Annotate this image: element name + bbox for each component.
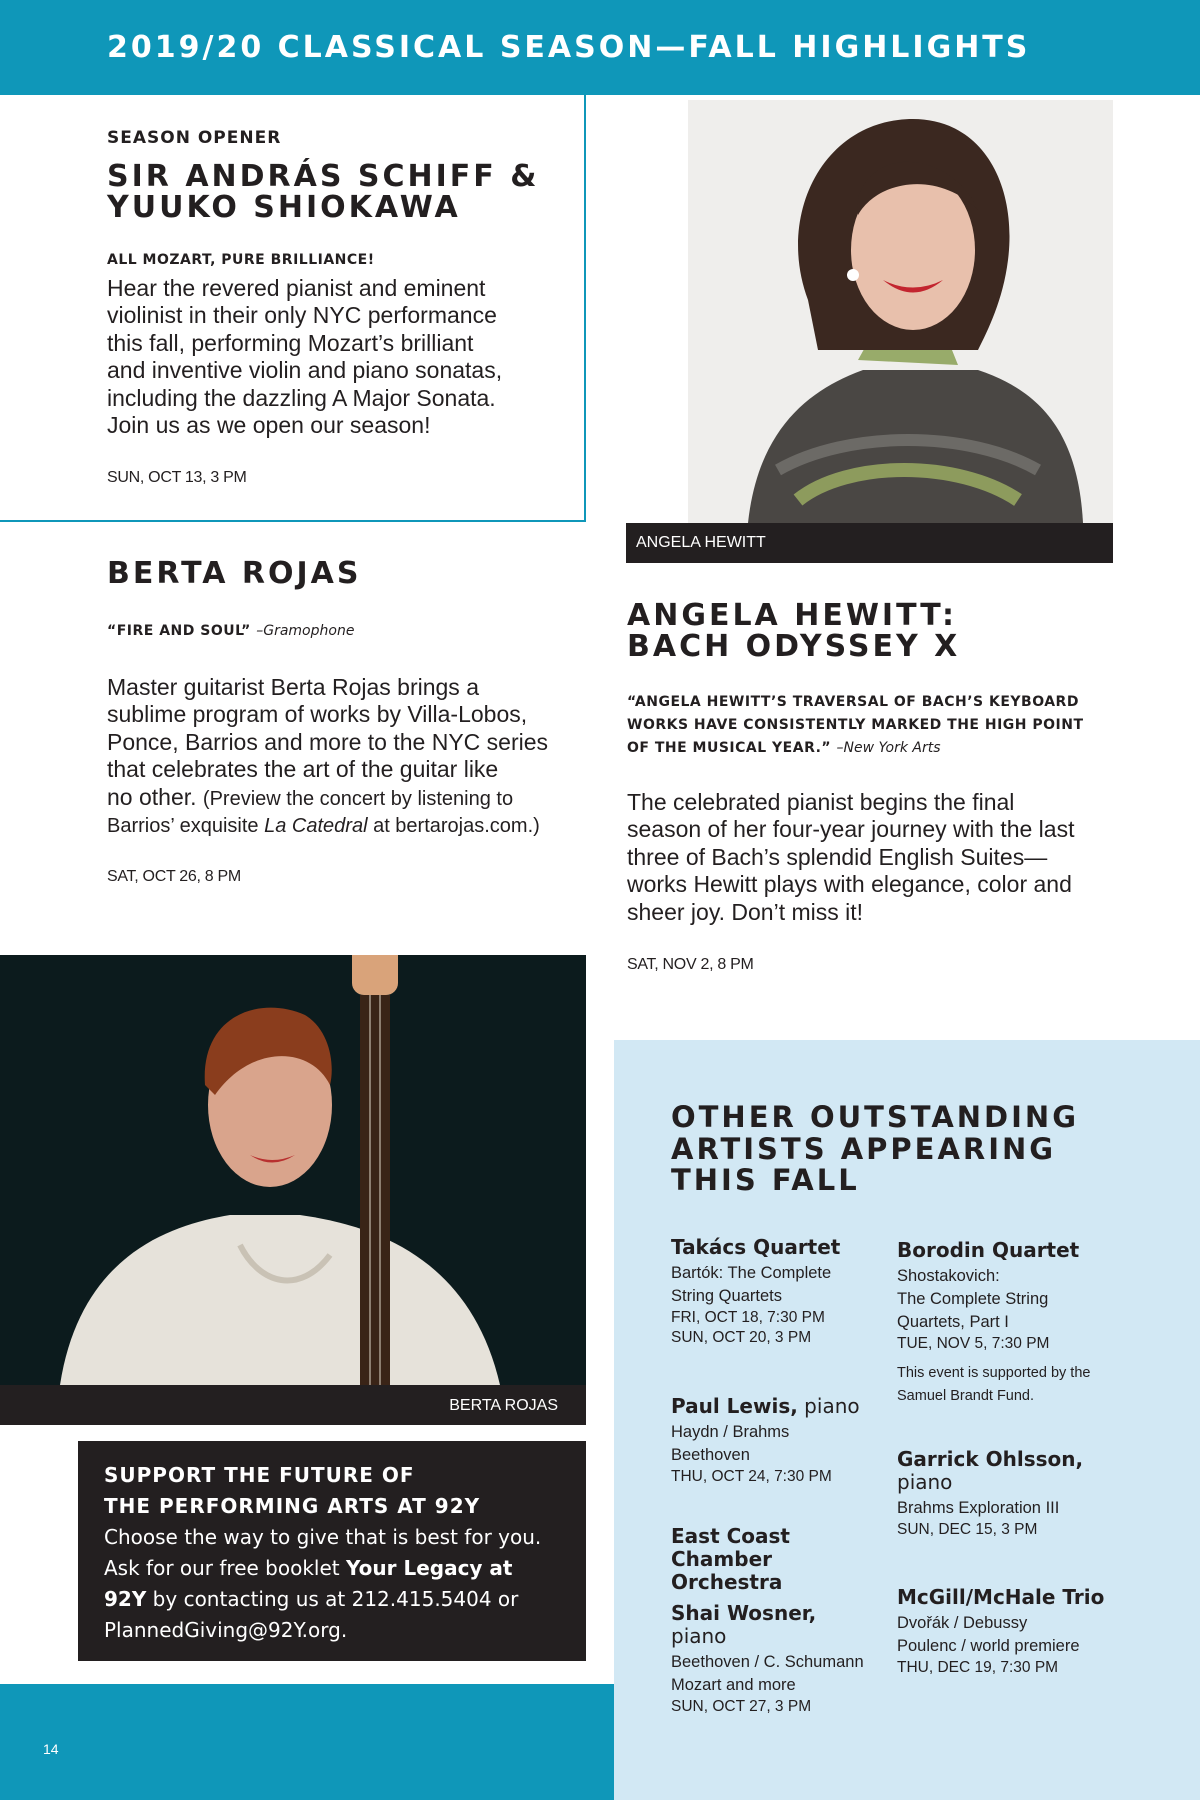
quote-line: WORKS HAVE CONSISTENTLY MARKED THE HIGH POINT bbox=[627, 717, 1084, 733]
rojas-date: SAT, OCT 26, 8 PM bbox=[107, 868, 241, 885]
quote-line bbox=[627, 737, 1084, 760]
rojas-body bbox=[107, 674, 597, 840]
program-line: Beethoven bbox=[671, 1446, 750, 1464]
artist-name-line: East Coast bbox=[671, 1524, 790, 1548]
title-line: ARTISTS APPEARING bbox=[671, 1131, 1057, 1166]
body-line: Join us as we open our season! bbox=[107, 412, 431, 439]
artist-instrument: piano bbox=[797, 1394, 860, 1418]
artist-date: SUN, OCT 20, 3 PM bbox=[671, 1329, 812, 1346]
portrait-illustration bbox=[0, 955, 586, 1385]
title-line: THIS FALL bbox=[671, 1163, 860, 1197]
body-line: including the dazzling A Major Sonata. bbox=[107, 384, 496, 411]
note-line: This event is supported by the bbox=[897, 1365, 1091, 1381]
artist-name: Takács Quartet bbox=[671, 1235, 841, 1259]
program-line: Beethoven / C. Schumann bbox=[671, 1653, 864, 1671]
booklet-title: Your Legacy at bbox=[346, 1556, 513, 1580]
hewitt-title-line: ANGELA HEWITT: bbox=[627, 598, 958, 633]
page-title: 2019/20 CLASSICAL SEASON—FALL HIGHLIGHTS bbox=[107, 30, 1031, 65]
artist-date: TUE, NOV 5, 7:30 PM bbox=[897, 1335, 1050, 1352]
support-heading: SUPPORT THE FUTURE OF bbox=[104, 1463, 415, 1487]
artist-program: Brahms Exploration III bbox=[897, 1499, 1060, 1517]
booklet-title: 92Y bbox=[104, 1587, 147, 1611]
footer-bar bbox=[0, 1684, 614, 1800]
artist-name: Garrick Ohlsson, bbox=[897, 1447, 1084, 1471]
title-line: OTHER OUTSTANDING bbox=[671, 1100, 1079, 1134]
artist-paul-lewis bbox=[671, 1395, 881, 1487]
rojas-quote bbox=[107, 620, 354, 643]
support-heading: THE PERFORMING ARTS AT 92Y bbox=[104, 1494, 481, 1518]
artist-date: THU, OCT 24, 7:30 PM bbox=[671, 1468, 832, 1485]
artist-name bbox=[671, 1395, 881, 1418]
hewitt-date: SAT, NOV 2, 8 PM bbox=[627, 956, 754, 973]
artist-name: Borodin Quartet bbox=[897, 1238, 1080, 1262]
quote-source: –Gramophone bbox=[256, 623, 355, 639]
artist-name-line: Orchestra bbox=[671, 1570, 783, 1594]
artist-name-text: Paul Lewis, bbox=[671, 1394, 798, 1418]
artist-program bbox=[671, 1421, 881, 1467]
body-line: sublime program of works by Villa-Lobos, bbox=[107, 701, 528, 728]
program-line: Shostakovich: bbox=[897, 1267, 1000, 1285]
body-line: works Hewitt plays with elegance, color and bbox=[627, 871, 1072, 898]
preview-title: La Catedral bbox=[264, 815, 368, 838]
artist-shai-wosner bbox=[671, 1602, 881, 1717]
quote-text: OF THE MUSICAL YEAR.” bbox=[627, 740, 832, 756]
body-line: violinist in their only NYC performance bbox=[107, 302, 497, 329]
artist-program bbox=[671, 1262, 881, 1308]
program-line: String Quartets bbox=[671, 1287, 782, 1305]
hewitt-body bbox=[627, 789, 1127, 926]
artist-east-coast-chamber-orchestra bbox=[671, 1525, 881, 1594]
quote-source: –New York Arts bbox=[836, 740, 941, 756]
artist-date: SUN, DEC 15, 3 PM bbox=[897, 1521, 1038, 1538]
hewitt-photo-caption: ANGELA HEWITT bbox=[626, 523, 1113, 563]
body-text: no other. bbox=[107, 783, 197, 810]
opener-date: SUN, OCT 13, 3 PM bbox=[107, 469, 247, 486]
support-text bbox=[104, 1553, 586, 1584]
opener-title-line: SIR ANDRÁS SCHIFF & bbox=[107, 159, 540, 194]
program-line: Poulenc / world premiere bbox=[897, 1637, 1080, 1655]
program-line: Mozart and more bbox=[671, 1676, 796, 1694]
page-header bbox=[0, 0, 1200, 95]
angela-hewitt-photo bbox=[688, 100, 1113, 523]
hewitt-title bbox=[627, 600, 960, 662]
opener-body bbox=[107, 275, 577, 439]
artist-date: SUN, OCT 27, 3 PM bbox=[671, 1698, 812, 1715]
body-line: The celebrated pianist begins the final bbox=[627, 789, 1015, 815]
sponsor-note bbox=[897, 1362, 1187, 1408]
body-line: Ponce, Barrios and more to the NYC series bbox=[107, 728, 549, 755]
artist-instrument: piano bbox=[897, 1470, 953, 1494]
support-text: Choose the way to give that is best for you. bbox=[104, 1525, 542, 1549]
artist-program bbox=[897, 1612, 1187, 1658]
other-artists-title bbox=[671, 1102, 1079, 1197]
rojas-title: BERTA ROJAS bbox=[107, 556, 362, 591]
artist-takacs-quartet bbox=[671, 1236, 881, 1348]
artist-instrument: piano bbox=[671, 1624, 727, 1648]
quote-text: “FIRE AND SOUL” bbox=[107, 623, 251, 639]
quote-line: “ANGELA HEWITT’S TRAVERSAL OF BACH’S KEYBOARD bbox=[627, 694, 1079, 710]
artist-name-line: Chamber bbox=[671, 1547, 772, 1571]
program-line: Haydn / Brahms bbox=[671, 1423, 790, 1441]
rojas-photo-caption: BERTA ROJAS bbox=[0, 1385, 586, 1425]
body-line: Hear the revered pianist and eminent bbox=[107, 275, 486, 301]
opener-title bbox=[107, 161, 539, 223]
preview-text: (Preview the concert by listening to bbox=[202, 787, 514, 810]
artist-date: THU, DEC 19, 7:30 PM bbox=[897, 1659, 1059, 1676]
support-box bbox=[78, 1441, 586, 1661]
note-line: Samuel Brandt Fund. bbox=[897, 1388, 1035, 1404]
body-line bbox=[107, 784, 597, 813]
support-email[interactable]: PlannedGiving@92Y.org. bbox=[104, 1618, 348, 1642]
artist-date: FRI, OCT 18, 7:30 PM bbox=[671, 1309, 825, 1326]
body-line: and inventive violin and piano sonatas, bbox=[107, 357, 503, 384]
body-line: this fall, performing Mozart’s brilliant bbox=[107, 329, 474, 356]
portrait-illustration bbox=[688, 100, 1113, 523]
artist-program bbox=[671, 1651, 881, 1697]
hewitt-quote bbox=[627, 691, 1084, 760]
body-line: season of her four-year journey with the last bbox=[627, 816, 1075, 843]
artist-name: Shai Wosner, bbox=[671, 1601, 817, 1625]
preview-text: Barrios’ exquisite bbox=[107, 815, 265, 838]
body-line: three of Bach’s splendid English Suites— bbox=[627, 843, 1048, 870]
preview-text: at bertarojas.com.) bbox=[367, 815, 540, 838]
support-phone[interactable]: by contacting us at 212.415.5404 or bbox=[146, 1587, 519, 1611]
opener-kicker: SEASON OPENER bbox=[107, 128, 282, 148]
opener-title-line: YUUKO SHIOKAWA bbox=[107, 190, 461, 225]
hewitt-title-line: BACH ODYSSEY X bbox=[627, 629, 961, 664]
opener-tagline: ALL MOZART, PURE BRILLIANCE! bbox=[107, 252, 375, 268]
artist-name: McGill/McHale Trio bbox=[897, 1585, 1105, 1609]
support-text bbox=[104, 1584, 586, 1615]
program-line: Quartets, Part I bbox=[897, 1313, 1009, 1331]
artist-program bbox=[897, 1265, 1187, 1334]
body-line: sheer joy. Don’t miss it! bbox=[627, 898, 864, 925]
berta-rojas-photo bbox=[0, 955, 586, 1385]
body-line: Master guitarist Berta Rojas brings a bbox=[107, 674, 479, 700]
preview-line bbox=[107, 813, 597, 840]
artist-garrick-ohlsson bbox=[897, 1448, 1187, 1540]
program-line: Bartók: The Complete bbox=[671, 1264, 832, 1282]
artist-mcgill-mchale-trio bbox=[897, 1586, 1187, 1678]
page-number: 14 bbox=[43, 1741, 59, 1757]
artist-borodin-quartet bbox=[897, 1239, 1187, 1408]
support-text-part: Ask for our free booklet bbox=[104, 1556, 346, 1580]
body-line: that celebrates the art of the guitar like bbox=[107, 756, 499, 783]
program-line: Dvořák / Debussy bbox=[897, 1614, 1028, 1632]
program-line: The Complete String bbox=[897, 1290, 1049, 1308]
